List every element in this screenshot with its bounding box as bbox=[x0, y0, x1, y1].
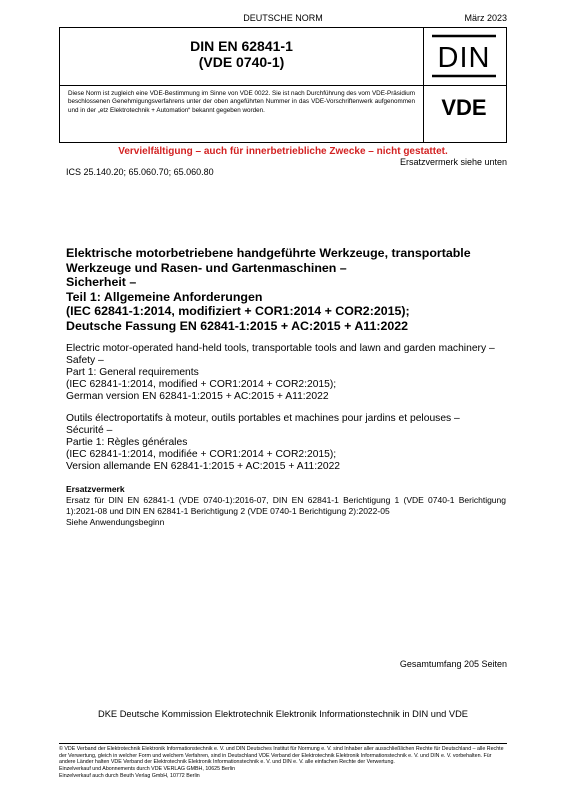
footer-copyright: © VDE Verband der Elektrotechnik Elektronik Informationstechnik e. V. und DIN Deutsches Institut für Normung e. V. sind Inhaber aller ausschließlichen Rechte für Deutschland – alle Rechte der Verwertung, gleich in welcher Form und welchem Verfahren, sind in Deutschland VDE Verband der Elektrotechnik Elektronik Informationstechnik e. V. und DIN e. V. vorbehalten. Für andere Länder halten VDE Verband der Elektrotechnik Elektronik Informationstechnik e. V. und DIN e. V. alle einfachen Rechte der Verwertung. bbox=[59, 746, 504, 766]
standard-number: DIN EN 62841-1 bbox=[190, 38, 293, 54]
title-en-line: Part 1: General requirements bbox=[66, 367, 199, 378]
copy-warning: Vervielfältigung – auch für innerbetriebliche Zwecke – nicht gestattet. bbox=[118, 146, 448, 157]
title-fr-line: Version allemande EN 62841-1:2015 + AC:2015 + A11:2022 bbox=[66, 461, 341, 472]
title-en-line: (IEC 62841-1:2014, modified + COR1:2014 + COR2:2015); bbox=[66, 379, 337, 390]
title-en-line: Safety – bbox=[66, 355, 104, 366]
frame-divider-horizontal bbox=[60, 85, 506, 86]
ersatz-body bbox=[66, 495, 506, 528]
title-en-line: Electric motor-operated hand-held tools, transportable tools and lawn and garden machinery – bbox=[66, 343, 495, 354]
vde-note: Diese Norm ist zugleich eine VDE-Bestimmung im Sinne von VDE 0022. Sie ist nach Durchführung des vom VDE-Präsidium beschlossenen Genehmigungsverfahrens unter der oben angeführten Nummer in das VDE-Vorschriftenwerk aufgenommen und in der „etz Elektrotechnik + Automation“ bekannt gegeben worden. bbox=[68, 90, 415, 114]
title-en-line: German version EN 62841-1:2015 + AC:2015 + A11:2022 bbox=[66, 391, 329, 402]
ersatz-hint: Ersatzvermerk siehe unten bbox=[399, 157, 507, 167]
vde-logo-text: VDE bbox=[441, 96, 487, 118]
footer-vde-sale: Einzelverkauf und Abonnements durch VDE VERLAG GMBH, 10625 Berlin bbox=[59, 766, 236, 773]
header-date: März 2023 bbox=[464, 13, 507, 23]
footer bbox=[59, 743, 507, 780]
din-logo-text: DIN bbox=[437, 42, 491, 74]
title-frame bbox=[59, 27, 507, 143]
footer-beuth-sale: Einzelverkauf auch durch Beuth Verlag GmbH, 10772 Berlin bbox=[59, 772, 200, 779]
total-pages: Gesamtumfang 205 Seiten bbox=[399, 659, 507, 669]
title-de-line: Werkzeuge und Rasen- und Gartenmaschinen – bbox=[66, 260, 347, 275]
title-english bbox=[66, 343, 506, 403]
din-logo bbox=[432, 34, 496, 78]
title-de-line: Elektrische motorbetriebene handgeführte Werkzeuge, transportable bbox=[66, 246, 471, 260]
title-de-line: Teil 1: Allgemeine Anforderungen bbox=[66, 289, 263, 304]
standard-vde-number: (VDE 0740-1) bbox=[198, 54, 285, 70]
title-fr-line: Outils électroportatifs à moteur, outils portables et machines pour jardins et pelouses – bbox=[66, 413, 460, 424]
title-fr-line: Partie 1: Règles générales bbox=[66, 437, 188, 448]
standard-designation bbox=[60, 38, 423, 70]
title-fr-line: Sécurité – bbox=[66, 425, 113, 436]
title-french bbox=[66, 413, 506, 473]
title-de-line: (IEC 62841-1:2014, modifiziert + COR1:2014 + COR2:2015); bbox=[66, 304, 410, 318]
title-de-line: Sicherheit – bbox=[66, 275, 137, 289]
ersatz-text: Ersatz für DIN EN 62841-1 (VDE 0740-1):2016-07, DIN EN 62841-1 Berichtigung 1 (VDE 0740-1 Berichtigung 1):2021-08 und DIN EN 62841-1 Berichtigung 2 (VDE 0740-1 Berichtigung 2):2022-05 bbox=[66, 495, 506, 516]
title-de-line: Deutsche Fassung EN 62841-1:2015 + AC:2015 + A11:2022 bbox=[66, 318, 409, 333]
ics-codes: ICS 25.140.20; 65.060.70; 65.060.80 bbox=[66, 167, 214, 177]
title-fr-line: (IEC 62841-1:2014, modifiée + COR1:2014 + COR2:2015); bbox=[66, 449, 337, 460]
ersatz-application-note: Siehe Anwendungsbeginn bbox=[66, 517, 165, 527]
title-german bbox=[66, 246, 506, 333]
vde-logo bbox=[430, 96, 498, 118]
ersatz-heading: Ersatzvermerk bbox=[66, 484, 125, 494]
header-norm-type: DEUTSCHE NORM bbox=[243, 13, 323, 23]
dke-line: DKE Deutsche Kommission Elektrotechnik Elektronik Informationstechnik in DIN und VDE bbox=[98, 709, 468, 719]
